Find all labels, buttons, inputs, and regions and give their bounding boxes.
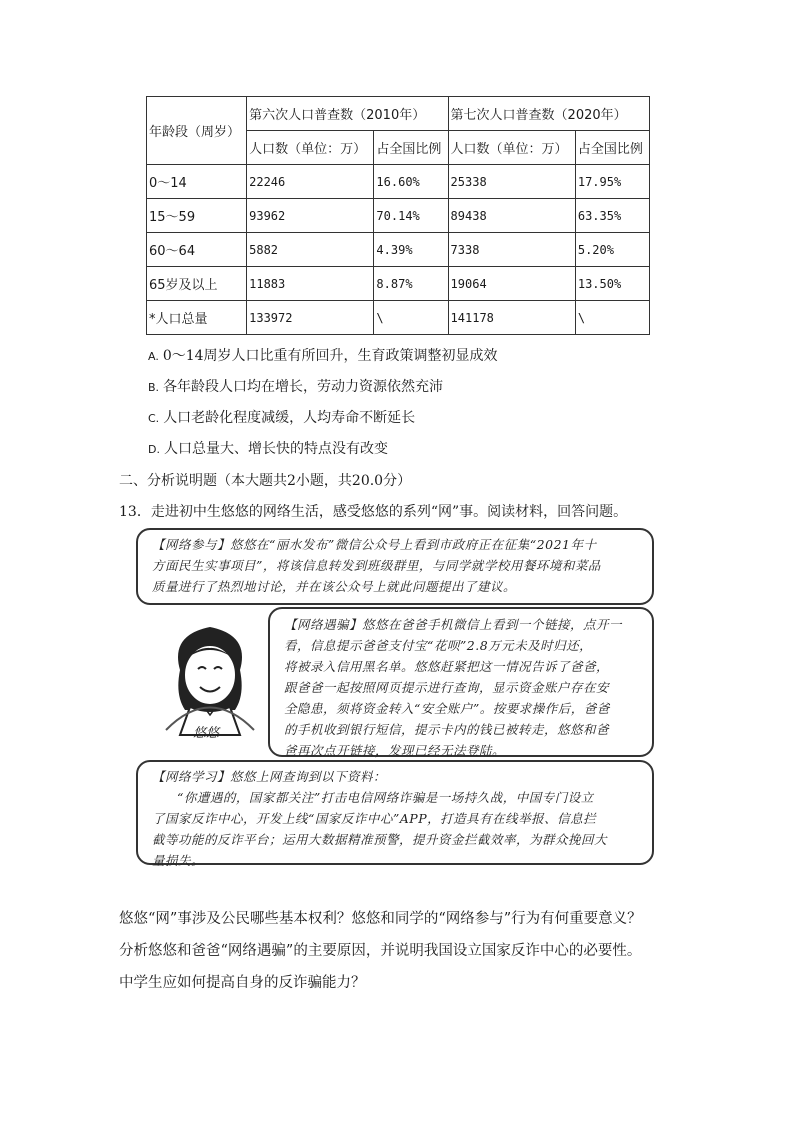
option-text: 0～14周岁人口比重有所回升，生育政策调整初显成效 xyxy=(162,348,498,364)
box-line: 跟爸爸一起按照网页提示进行查询，显示资金账户存在安 xyxy=(284,680,610,695)
pop-2010-cell: 22246 xyxy=(247,165,374,199)
age-cell: 0～14 xyxy=(147,165,247,199)
pop-2010-cell: 5882 xyxy=(247,233,374,267)
option-b xyxy=(148,376,443,396)
box-line: 方面民生实事项目”，将该信息转发到班级群里，与同学就学校用餐环境和菜品 xyxy=(152,558,601,573)
age-cell: *人口总量 xyxy=(147,301,247,335)
option-text: 人口总量大、增长快的特点没有改变 xyxy=(163,441,388,457)
table-row xyxy=(147,301,650,335)
option-a xyxy=(148,345,498,365)
box-line: 爸再次点开链接，发现已经无法登陆。 xyxy=(284,743,506,758)
option-c xyxy=(148,407,415,427)
box-line: 全隐患，须将资金转入“安全账户”。按要求操作后，爸爸 xyxy=(284,701,610,716)
age-header: 年龄段（周岁） xyxy=(147,97,247,165)
box-line: 量损失。 xyxy=(152,853,205,868)
pop-2010-cell: 133972 xyxy=(247,301,374,335)
box-line: 截等功能的反诈平台；运用大数据精准预警，提升资金拦截效率，为群众挽回大 xyxy=(152,832,608,847)
age-cell: 65岁及以上 xyxy=(147,267,247,301)
ratio-2020-cell: \ xyxy=(575,301,649,335)
option-text: 人口老龄化程度减缓，人均寿命不断延长 xyxy=(163,410,416,426)
pop-2020-cell: 7338 xyxy=(448,233,575,267)
ratio-2010-cell: 4.39% xyxy=(374,233,448,267)
table-header-row xyxy=(147,97,650,131)
pop-2020-cell: 25338 xyxy=(448,165,575,199)
table-row xyxy=(147,233,650,267)
pop-2010-cell: 11883 xyxy=(247,267,374,301)
ratio-2020-cell: 5.20% xyxy=(575,233,649,267)
ratio-2020-cell: 63.35% xyxy=(575,199,649,233)
ratio-2020-cell: 13.50% xyxy=(575,267,649,301)
box-line: 【网络遇骗】悠悠在爸爸手机微信上看到一个链接，点开一 xyxy=(284,617,623,632)
age-cell: 60～64 xyxy=(147,233,247,267)
section-heading: 二、分析说明题（本大题共2小题，共20.0分） xyxy=(119,473,412,489)
col-ratio-2020: 占全国比例 xyxy=(575,131,649,165)
option-letter: B. xyxy=(148,381,160,394)
table-row xyxy=(147,267,650,301)
option-letter: A. xyxy=(148,350,159,363)
col-ratio-2010: 占全国比例 xyxy=(374,131,448,165)
material-box-learning xyxy=(136,760,654,868)
age-cell: 15～59 xyxy=(147,199,247,233)
ratio-2010-cell: 70.14% xyxy=(374,199,448,233)
col-pop-2010: 人口数（单位：万） xyxy=(247,131,374,165)
material-box-scam xyxy=(268,607,654,757)
question-1: 悠悠“网”事涉及公民哪些基本权利？悠悠和同学的“网络参与”行为有何重要意义？ xyxy=(119,911,642,927)
pop-2020-cell: 89438 xyxy=(448,199,575,233)
option-d xyxy=(148,438,388,458)
option-letter: C. xyxy=(148,412,160,425)
girl-caption: 悠悠 xyxy=(193,726,220,741)
census6-header: 第六次人口普查数（2010年） xyxy=(247,97,448,131)
box-line: 【网络学习】悠悠上网查询到以下资料： xyxy=(152,769,387,784)
table-row xyxy=(147,165,650,199)
pop-2020-cell: 19064 xyxy=(448,267,575,301)
option-letter: D. xyxy=(148,443,160,456)
box-line: 【网络参与】悠悠在“丽水发布”微信公众号上看到市政府正在征集“2021年十 xyxy=(152,537,597,552)
ratio-2010-cell: 8.87% xyxy=(374,267,448,301)
question-3: 中学生应如何提高自身的反诈骗能力？ xyxy=(119,975,366,991)
ratio-2010-cell: 16.60% xyxy=(374,165,448,199)
box-line: 了国家反诈中心，开发上线“国家反诈中心”APP，打造具有在线举报、信息拦 xyxy=(152,811,597,826)
box-line: 的手机收到银行短信，提示卡内的钱已被转走，悠悠和爸 xyxy=(284,722,610,737)
census-table xyxy=(146,96,650,335)
pop-2020-cell: 141178 xyxy=(448,301,575,335)
box-line: 质量进行了热烈地讨论，并在该公众号上就此问题提出了建议。 xyxy=(152,579,517,594)
ratio-2020-cell: 17.95% xyxy=(575,165,649,199)
question-2: 分析悠悠和爸爸“网络遇骗”的主要原因，并说明我国设立国家反诈中心的必要性。 xyxy=(119,943,642,959)
ratio-2010-cell: \ xyxy=(374,301,448,335)
census7-header: 第七次人口普查数（2020年） xyxy=(448,97,649,131)
pop-2010-cell: 93962 xyxy=(247,199,374,233)
box-line: “你遭遇的，国家都关注”打击电信网络诈骗是一场持久战，中国专门设立 xyxy=(177,790,594,805)
question-13-stem: 13．走进初中生悠悠的网络生活，感受悠悠的系列“网”事。阅读材料，回答问题。 xyxy=(119,504,628,520)
box-line: 看，信息提示爸爸支付宝“花呗”2.8万元未及时归还， xyxy=(284,638,593,653)
table-row xyxy=(147,199,650,233)
option-text: 各年龄段人口均在增长，劳动力资源依然充沛 xyxy=(163,379,444,395)
box-line: 将被录入信用黑名单。悠悠赶紧把这一情况告诉了爸爸， xyxy=(284,659,610,674)
col-pop-2020: 人口数（单位：万） xyxy=(448,131,575,165)
material-box-participation xyxy=(136,528,654,605)
